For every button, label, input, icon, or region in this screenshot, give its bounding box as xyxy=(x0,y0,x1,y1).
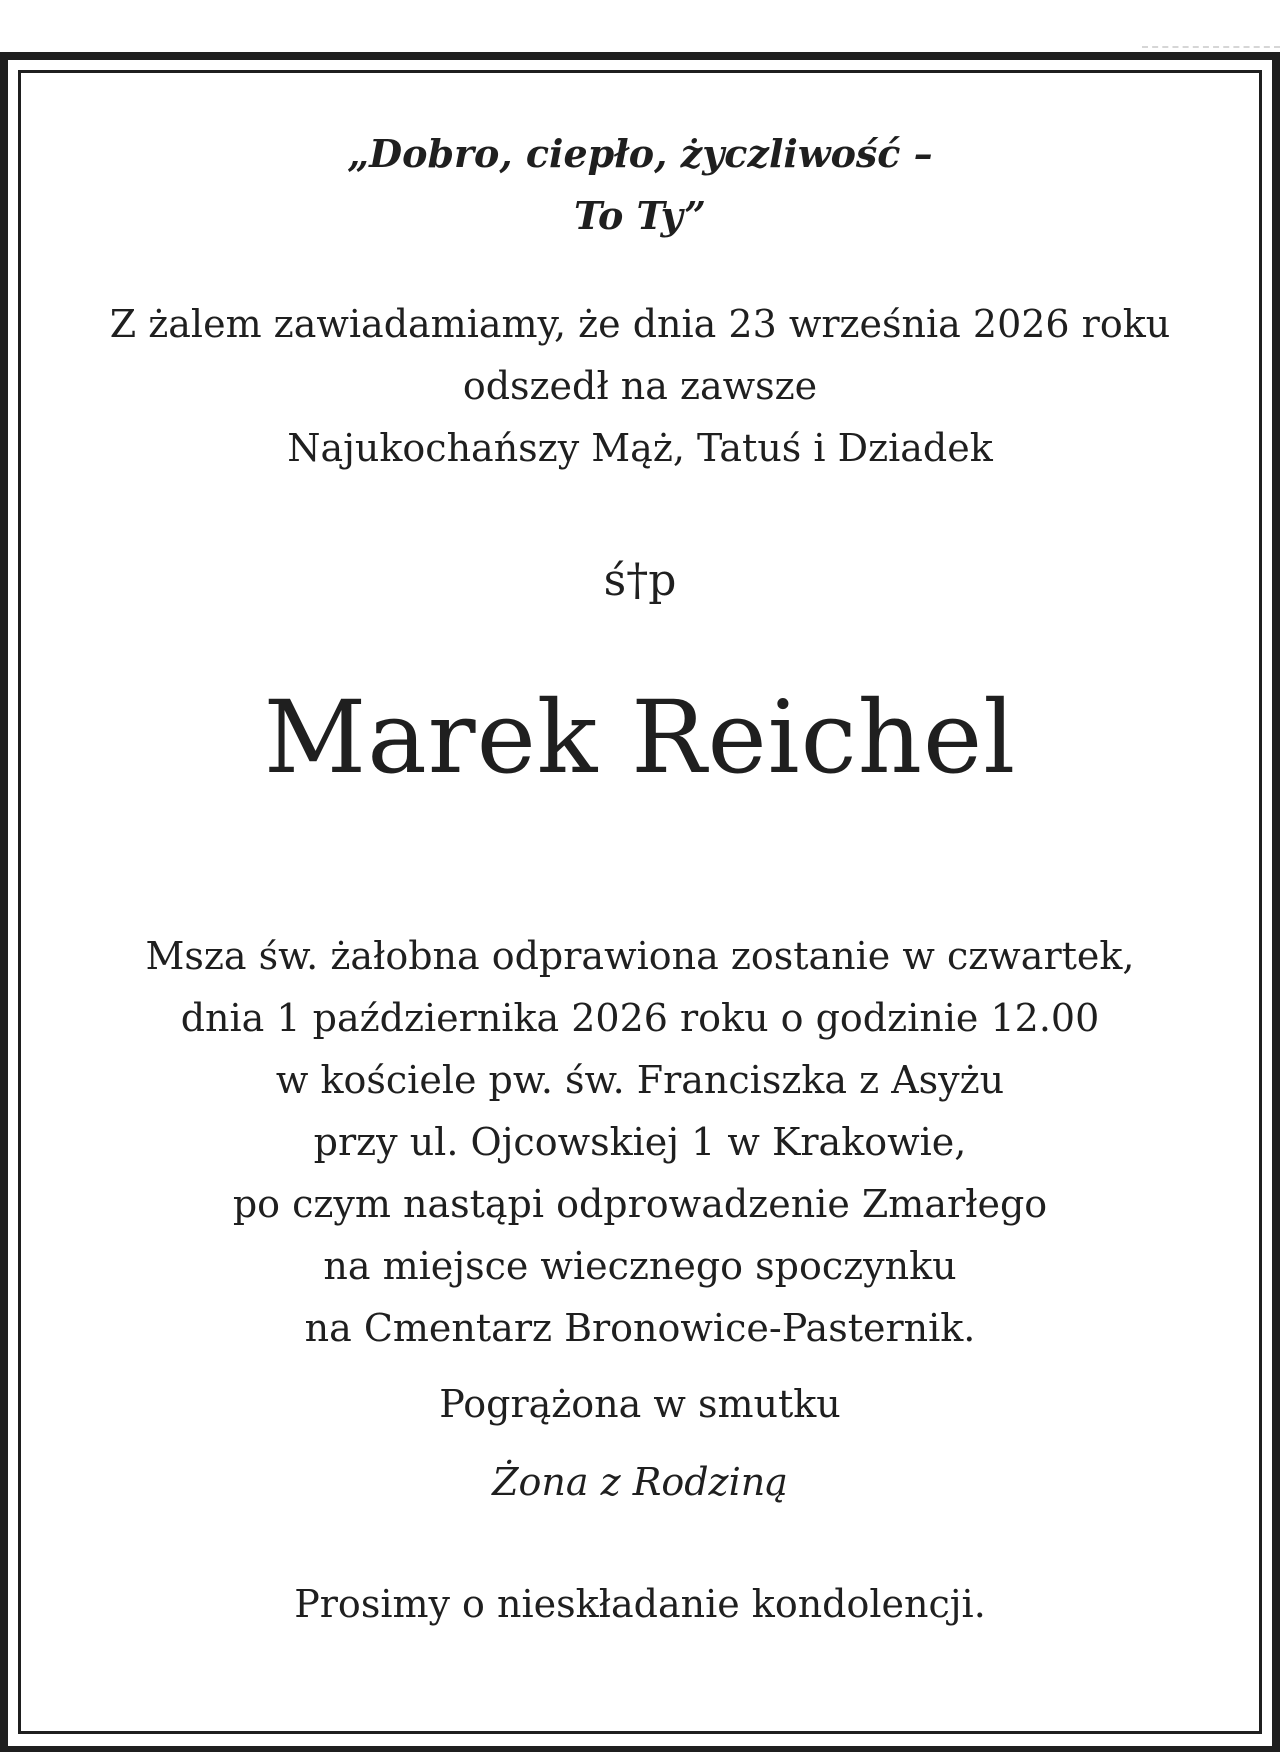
motto-quote xyxy=(21,123,1259,247)
stp-cross-mark: ś†p xyxy=(603,555,677,606)
scan-artifact xyxy=(1142,46,1280,48)
announcement-line: Najukochańszy Mąż, Tatuś i Dziadek xyxy=(287,426,993,470)
condolence-request: Prosimy o nieskładanie kondolencji. xyxy=(294,1582,986,1626)
mourning-phrase: Pogrążona w smutku xyxy=(439,1382,841,1426)
deceased-name: Marek Reichel xyxy=(263,679,1017,796)
mass-line: Msza św. żałobna odprawiona zostanie w czwartek, xyxy=(145,934,1135,978)
funeral-mass-details xyxy=(21,925,1259,1359)
mass-line: w kościele pw. św. Franciszka z Asyżu xyxy=(275,1058,1005,1102)
mass-line: dnia 1 października 2026 roku o godzinie 12.00 xyxy=(180,996,1100,1040)
signature: Żona z Rodziną xyxy=(492,1460,788,1504)
mass-line: po czym nastąpi odprowadzenie Zmarłego xyxy=(232,1182,1048,1226)
death-announcement xyxy=(21,293,1259,479)
mass-line: na miejsce wiecznego spoczynku xyxy=(323,1244,957,1288)
motto-line: To Ty” xyxy=(574,193,706,238)
announcement-line: Z żalem zawiadamiamy, że dnia 23 września 2026 roku xyxy=(109,302,1171,346)
mass-line: na Cmentarz Bronowice-Pasternik. xyxy=(304,1306,976,1350)
announcement-line: odszedł na zawsze xyxy=(462,364,818,408)
motto-line: „Dobro, ciepło, życzliwość – xyxy=(347,131,933,176)
mass-line: przy ul. Ojcowskiej 1 w Krakowie, xyxy=(313,1120,967,1164)
